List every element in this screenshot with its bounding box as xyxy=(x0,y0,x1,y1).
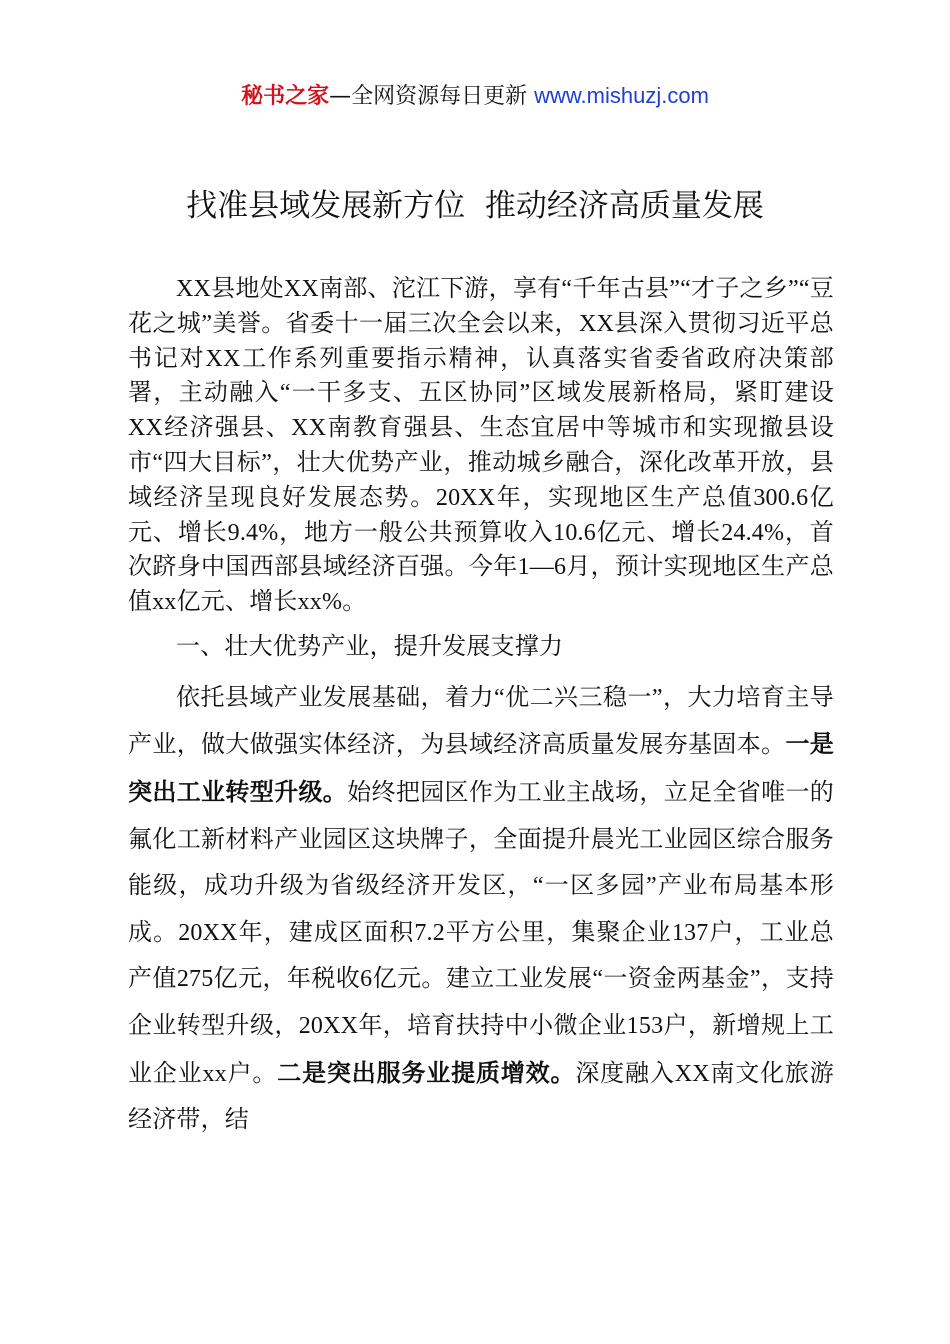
section-1-paragraph xyxy=(128,675,834,1144)
brand-name: 秘书之家 xyxy=(241,84,330,109)
site-url-link[interactable]: www.mishuzj.com xyxy=(534,83,709,108)
document-body xyxy=(128,272,834,1144)
intro-paragraph: XX县地处XX南部、沱江下游，享有“千年古县”“才子之乡”“豆花之城”美誉。省委十一届三次全会以来，XX县深入贯彻习近平总书记对XX工作系列重要指示精神，认真落实省委省政府决策部署，主动融入“一干多支、五区协同”区域发展新格局，紧盯建设XX经济强县、XX南教育强县、生态宜居中等城市和实现撤县设市“四大目标”，壮大优势产业，推动城乡融合，深化改革开放，县域经济呈现良好发展态势。20XX年，实现地区生产总值300.6亿元、增长9.4%，地方一般公共预算收入10.6亿元、增长24.4%，首次跻身中国西部县域经济百强。今年1—6月，预计实现地区生产总值xx亿元、增长xx%。 xyxy=(128,276,834,616)
site-header xyxy=(0,80,950,113)
paragraph-text: 依托县域产业发展基础，着力“优二兴三稳一”，大力培育主导产业，做大做强实体经济，为县域经济高质量发展夯基固本。 xyxy=(128,684,834,759)
paragraph-text: 深度融入XX南文化旅游经济带，结 xyxy=(128,1060,834,1134)
document-title: 找准县域发展新方位 推动经济高质量发展 xyxy=(186,188,764,224)
section-heading-1: 一、壮大优势产业，提升发展支撑力 xyxy=(176,633,564,660)
header-slogan: —全网资源每日更新 xyxy=(329,84,535,109)
bold-point-2: 二是突出服务业提质增效。 xyxy=(277,1058,576,1087)
bold-point-1: 一是突出工业转型升级。 xyxy=(128,730,834,806)
paragraph-text: 始终把园区作为工业主战场，立足全省唯一的氟化工新材料产业园区这块牌子，全面提升晨光工业园区综合服务能级，成功升级为省级经济开发区，“一区多园”产业布局基本形成。20XX年，建成区面积7.2平方公里，集聚企业137户，工业总产值275亿元，年税收6亿元。建立工业发展“一资金两基金”，支持企业转型升级，20XX年，培育扶持中小微企业153户，新增规上工业企业xx户。 xyxy=(128,779,834,1087)
